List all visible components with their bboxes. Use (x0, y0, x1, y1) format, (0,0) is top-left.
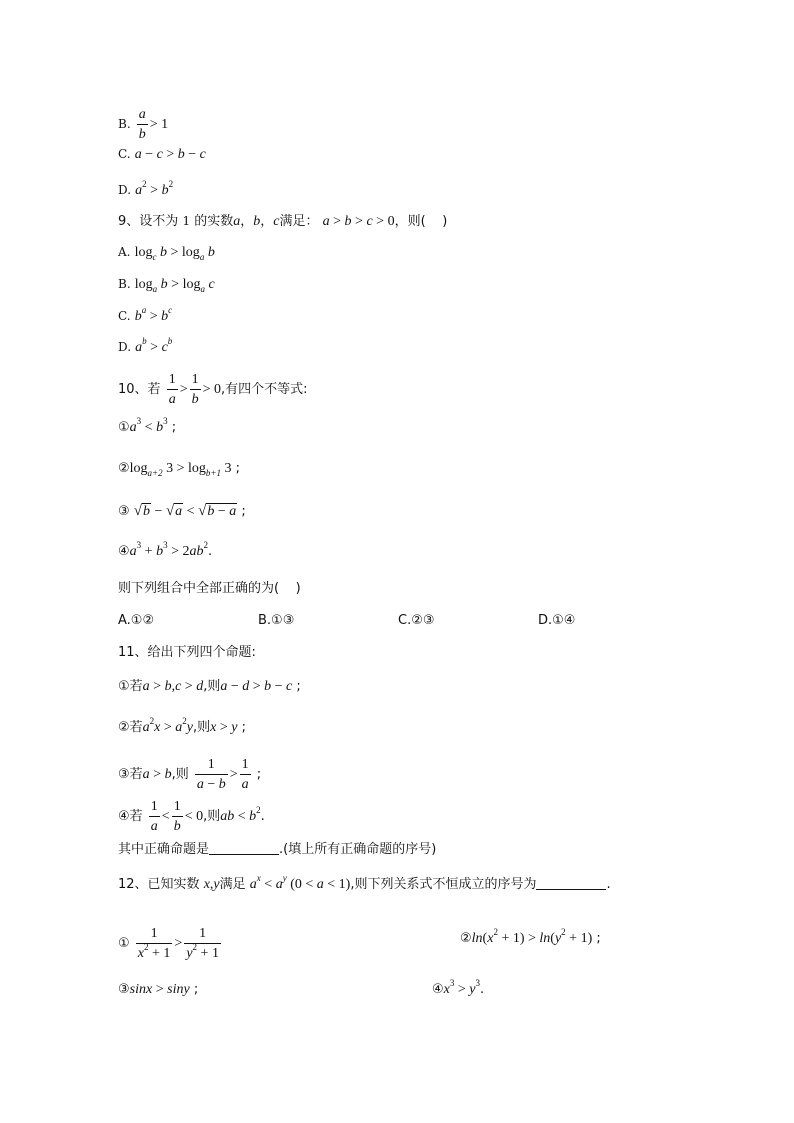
q10-item-4: $④a^3 + b^3 > 2ab^2$. (118, 540, 213, 559)
q11-item-2: ②若$a^2x > a^2y$,则x > y ; (118, 716, 247, 735)
q12-item-4: $④x^3 > y^3$. (432, 978, 485, 997)
q11-answer-blank[interactable] (209, 840, 279, 855)
q10-question: 则下列组合中全部正确的为( ) (118, 581, 301, 596)
q9-option-d: D. $a^b > c^b$ (118, 336, 173, 355)
q10-item-2: $②\log_{a+2}$ $3 > \log_{b+1} 3$ ; (118, 461, 241, 478)
question-10-stem: 10、若 $\frac{1}{a}$ > $\frac{1}{b}$ > 0,有四个不等式: (118, 372, 308, 407)
q10-choice-d: D.①④ (538, 613, 576, 628)
q8-option-d: D. $a^2 > b^2$ (118, 179, 174, 198)
question-12-stem: 12、已知实数 x,y满足 $a^x < a^y$ (0 < a < 1),则下列关系式不恒成立的序号为 . (118, 873, 611, 892)
q12-answer-blank[interactable] (536, 875, 606, 890)
q9-option-a: A. $\log_c b > \log_a b$ (118, 245, 215, 262)
q8-option-c: C. a − c > b − c (118, 147, 206, 162)
q9-option-c: C. $b^a > b^c$ (118, 305, 173, 324)
q11-item-3: ③若a > b,则 $\frac{1}{a - b}$ > $\frac{1}{a}$ ; (118, 757, 262, 792)
q10-choices (118, 611, 678, 631)
question-9-stem: 9、设不为 1 的实数a，b，c满足： a > b > c > 0，则( ) (118, 214, 448, 229)
q9-option-b: B. $\log_a b > \log_a c$ (118, 277, 215, 294)
q12-item-3: ③sinx > siny ; (118, 982, 199, 997)
q10-choice-a: A.①② (118, 613, 155, 628)
q10-choice-c: C.②③ (398, 613, 435, 628)
question-11-stem: 11、给出下列四个命题: (118, 645, 256, 660)
q10-item-1: $①a^3 < b^3$ ; (118, 416, 177, 435)
q8-option-b: B. $\frac{a}{b}$ > 1 (118, 107, 169, 142)
q11-answer-line: 其中正确命题是 .(填上所有正确命题的序号) (118, 842, 437, 857)
q10-item-3: ③ √b − √a < √b − a ; (118, 503, 246, 519)
q10-choice-b: B.①③ (258, 613, 295, 628)
q11-item-4: ④若 $\frac{1}{a}$ < $\frac{1}{b}$ < 0,则ab < $b^2$. (118, 799, 265, 834)
q12-item-1: ① $\frac{1}{x^2 + 1}$ > $\frac{1}{y^2 + 1}$ (118, 926, 219, 961)
q12-item-2: $②\ln(x^2 + 1) > \ln(y^2 + 1)$ ; (460, 927, 601, 946)
q11-item-1: ①若a > b,c > d,则a − d > b − c ; (118, 679, 301, 694)
